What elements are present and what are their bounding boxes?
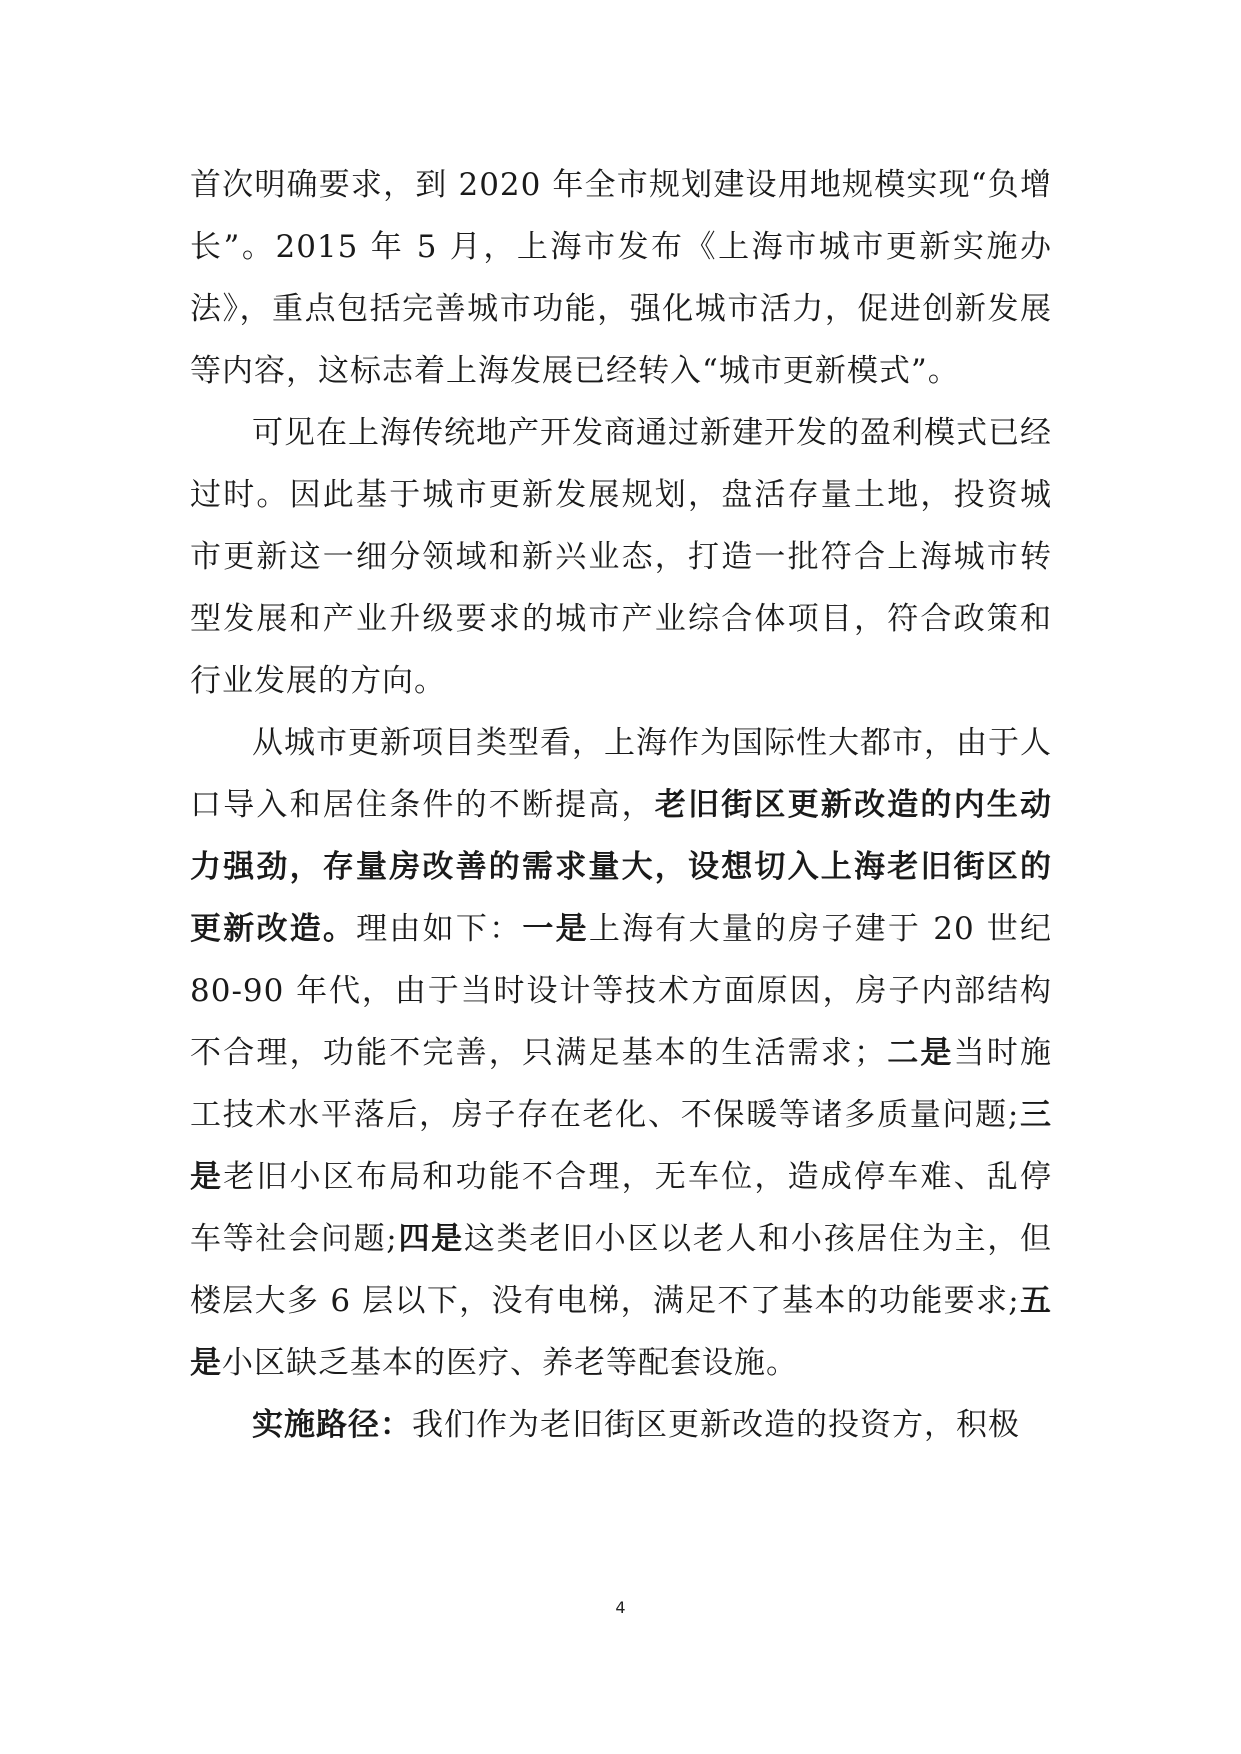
text-segment: 当时施工技术水平落后，房子存在老化、不保暖等诸多质量问题; bbox=[190, 1035, 1053, 1133]
bold-text-segment: 四是 bbox=[397, 1221, 464, 1257]
paragraph-p1 bbox=[190, 154, 1052, 402]
bold-text-segment: 老旧街区更新改造的内生动力强劲，存量房改善的需求量大，设想切入上海老旧街区的更新改造。 bbox=[190, 787, 1053, 947]
document-body bbox=[190, 154, 1052, 1456]
bold-text-segment: 三是 bbox=[190, 1097, 1052, 1195]
page-number: 4 bbox=[615, 1598, 626, 1617]
bold-text-segment: 二是 bbox=[886, 1035, 954, 1071]
paragraph-p4 bbox=[190, 1394, 1052, 1456]
text-segment: 理由如下： bbox=[356, 911, 523, 947]
paragraph-p3 bbox=[190, 712, 1052, 1394]
text-segment: 可见在上海传统地产开发商通过新建开发的盈利模式已经过时。因此基于城市更新发展规划，盘活存量土地，投资城市更新这一细分领域和新兴业态，打造一批符合上海城市转型发展和产业升级要求的城市产业综合体项目，符合政策和行业发展的方向。 bbox=[190, 415, 1052, 699]
text-segment: 从城市更新项目类型看，上海作为国际性大都市，由于人口导入和居住条件的不断提高， bbox=[190, 725, 1052, 823]
text-segment: 我们作为老旧街区更新改造的投资方，积极 bbox=[412, 1407, 1020, 1443]
bold-text-segment: 实施路径： bbox=[252, 1407, 412, 1443]
text-segment: 这类老旧小区以老人和小孩居住为主，但楼层大多 6 层以下，没有电梯，满足不了基本的功能要求; bbox=[190, 1221, 1052, 1319]
bold-text-segment: 一是 bbox=[522, 911, 589, 947]
text-segment: 首次明确要求，到 2020 年全市规划建设用地规模实现“负增长”。2015 年 5 月，上海市发布《上海市城市更新实施办法》，重点包括完善城市功能，强化城市活力，促进创新发展等内容，这标志着上海发展已经转入“城市更新模式”。 bbox=[190, 167, 1052, 389]
text-segment: 上海有大量的房子建于 20 世纪 80-90 年代，由于当时设计等技术方面原因，房子内部结构不合理，功能不完善，只满足基本的生活需求； bbox=[190, 911, 1053, 1071]
bold-text-segment: 五是 bbox=[190, 1283, 1053, 1381]
text-segment: 小区缺乏基本的医疗、养老等配套设施。 bbox=[222, 1345, 798, 1381]
paragraph-p2 bbox=[190, 402, 1052, 712]
text-segment: 老旧小区布局和功能不合理，无车位，造成停车难、乱停车等社会问题; bbox=[190, 1159, 1053, 1257]
